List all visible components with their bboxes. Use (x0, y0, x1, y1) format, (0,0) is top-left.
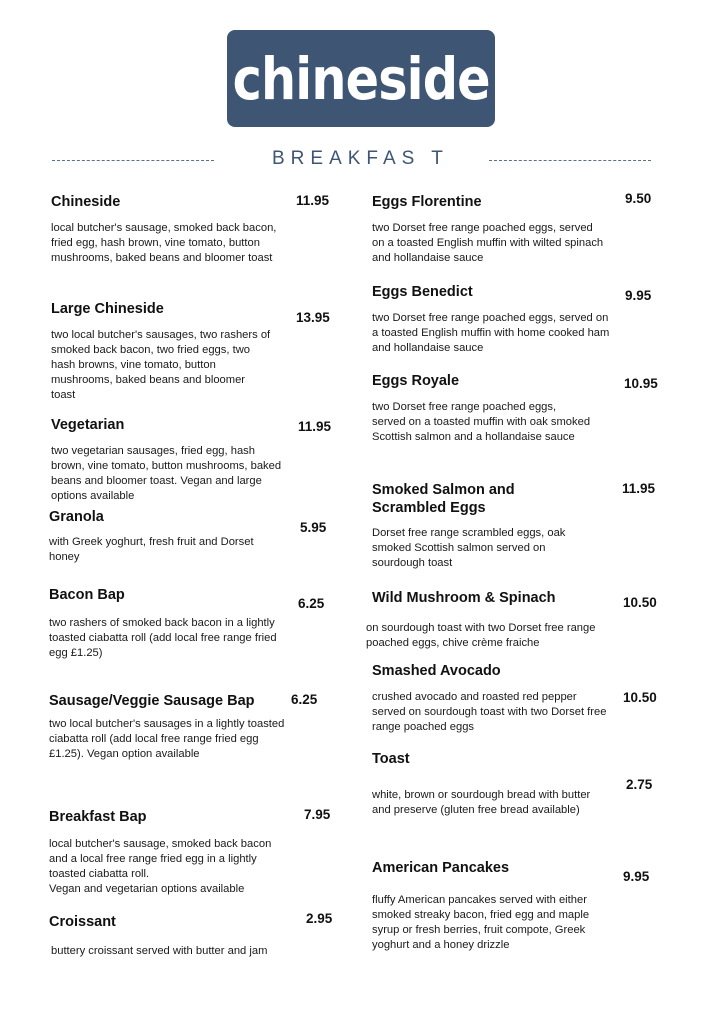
item-price: 11.95 (298, 419, 332, 434)
header-divider-right (489, 160, 651, 161)
item-description: on sourdough toast with two Dorset free range poached eggs, chive crème fraiche (366, 622, 596, 649)
item-price: 10.50 (623, 595, 657, 610)
item-price: 11.95 (622, 481, 656, 496)
item-description-note: Vegan and vegetarian options available (49, 883, 245, 895)
item-price: 5.95 (300, 520, 327, 535)
item-price: 9.95 (625, 288, 652, 303)
item-description: Dorset free range scrambled eggs, oak smoked Scottish salmon served on sourdough toast (372, 527, 566, 569)
item-name: Eggs Florentine (372, 194, 482, 210)
item-price: 13.95 (296, 310, 330, 325)
item-description: two Dorset free range poached eggs, served on a toasted English muffin with wilted spinach and hollandaise sauce (372, 222, 604, 264)
item-name: Sausage/Veggie Sausage Bap (49, 693, 255, 709)
item-price: 2.75 (626, 777, 653, 792)
item-price: 2.95 (306, 911, 333, 926)
item-name: Large Chineside (51, 301, 164, 317)
item-name: Croissant (49, 914, 116, 930)
item-description: local butcher's sausage, smoked back bacon, fried egg, hash brown, vine tomato, button mushrooms, baked beans and bloomer toast (51, 222, 277, 264)
item-description: two local butcher's sausages in a lightly toasted ciabatta roll (add local free range fried egg £1.25). Vegan option available (49, 718, 285, 760)
item-price: 9.95 (623, 869, 650, 884)
brand-name: chineside (232, 44, 490, 113)
item-name: Smoked Salmon and Scrambled Eggs (372, 482, 515, 516)
item-description: buttery croissant served with butter and jam (51, 945, 268, 957)
item-price: 9.50 (625, 191, 652, 206)
item-price: 10.50 (623, 690, 657, 705)
item-description: two local butcher's sausages, two rashers of smoked back bacon, two fried eggs, two hash browns, vine tomato, button mushrooms, baked beans and bloomer toast (51, 329, 271, 401)
item-description: two rashers of smoked back bacon in a lightly toasted ciabatta roll (add local free range fried egg £1.25) (49, 617, 277, 659)
item-description: fluffy American pancakes served with either smoked streaky bacon, fried egg and maple syrup or fresh berries, fruit compote, Greek yoghurt and a honey drizzle (372, 894, 590, 951)
item-name: Granola (49, 509, 104, 525)
item-description: two Dorset free range poached eggs, served on a toasted English muffin with home cooked ham and hollandaise sauce (372, 312, 610, 354)
item-name: Chineside (51, 194, 121, 210)
section-title: BREAKFAS T (272, 148, 449, 169)
item-name: Eggs Royale (372, 373, 460, 389)
item-description: crushed avocado and roasted red pepper served on sourdough toast with two Dorset free range poached eggs (372, 691, 607, 733)
item-price: 6.25 (298, 596, 325, 611)
item-description: two vegetarian sausages, fried egg, hash brown, vine tomato, button mushrooms, baked beans and bloomer toast. Vegan and large options available (51, 445, 282, 502)
item-price: 6.25 (291, 692, 318, 707)
item-description: with Greek yoghurt, fresh fruit and Dorset honey (49, 536, 254, 563)
item-name: American Pancakes (372, 860, 510, 876)
header-divider-left (52, 160, 214, 161)
item-description: two Dorset free range poached eggs, served on a toasted muffin with oak smoked Scottish salmon and a hollandaise sauce (372, 401, 591, 443)
item-name: Smashed Avocado (372, 663, 501, 679)
item-name: Toast (372, 751, 410, 767)
item-price: 7.95 (304, 807, 331, 822)
item-name: Vegetarian (51, 417, 125, 433)
item-name: Wild Mushroom & Spinach (372, 590, 556, 606)
item-description: white, brown or sourdough bread with butter and preserve (gluten free bread available) (372, 789, 591, 816)
item-name: Bacon Bap (49, 587, 125, 603)
item-price: 11.95 (296, 193, 330, 208)
brand-logo (227, 30, 495, 127)
item-name: Eggs Benedict (372, 284, 473, 300)
item-price: 10.95 (624, 376, 658, 391)
item-name: Breakfast Bap (49, 809, 147, 825)
item-description: local butcher's sausage, smoked back bacon and a local free range fried egg in a lightly toasted ciabatta roll. (49, 838, 272, 880)
